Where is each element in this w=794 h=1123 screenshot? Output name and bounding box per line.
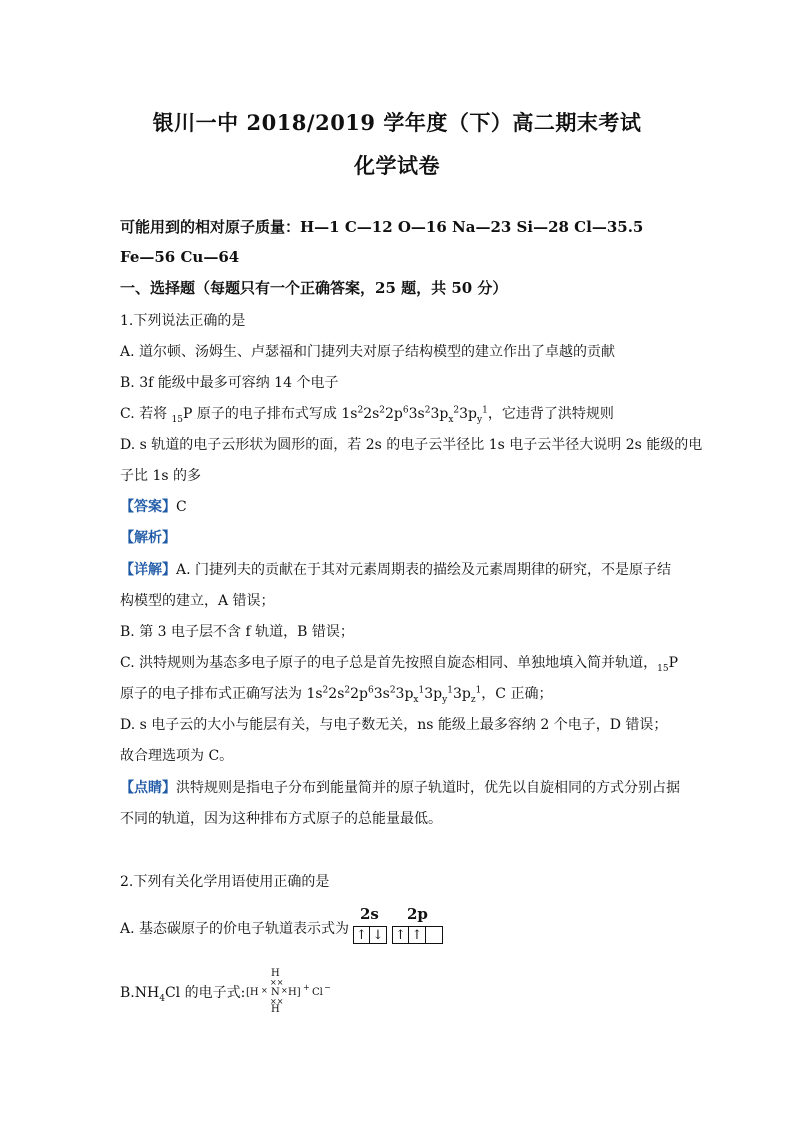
q2-option-a: A. 基态碳原子的价电子轨道表示式为 bbox=[120, 921, 350, 937]
orbital-box bbox=[426, 926, 443, 944]
orbital-box: ↑ bbox=[353, 926, 370, 944]
q1-answer: 【答案】C bbox=[120, 499, 187, 515]
orbital-box: ↓ bbox=[370, 926, 387, 944]
orbital-box: ↑ bbox=[392, 926, 409, 944]
q1-detail-line7: 故合理选项为 C。 bbox=[120, 748, 234, 764]
q2-option-b: $B.NH_4Cl$ 的电子式: bbox=[120, 985, 246, 1004]
q1-detail-line6: D. s 电子云的大小与能层有关，与电子数无关，ns 能级上最多容纳 2 个电子，D 错误； bbox=[120, 717, 668, 733]
q1-option-d-line2: 子比 1s 的多 bbox=[120, 468, 201, 484]
q1-option-a: A. 道尔顿、汤姆生、卢瑟福和门捷列夫对原子结构模型的建立作出了卓越的贡献 bbox=[120, 344, 616, 360]
atomic-masses-line1: 可能用到的相对原子质量：H—1 C—12 O—16 Na—23 Si—28 Cl—35.5 bbox=[120, 218, 644, 236]
q1-option-d-line1: D. s 轨道的电子云形状为圆形的面，若 2s 的电子云半径比 1s 电子云半径大说明 2s 能级的电 bbox=[120, 437, 703, 453]
exam-title: 银川一中 2018/2019 学年度（下）高二期末考试 bbox=[152, 110, 642, 135]
lewis-h-top: H bbox=[271, 968, 280, 979]
q1-comment-line2: 不同的轨道，因为这种排布方式原子的总能量最低。 bbox=[120, 811, 442, 827]
orbital-label-2s: 2s bbox=[360, 905, 379, 923]
lewis-h-right: H] bbox=[288, 987, 301, 998]
orbital-diagram-2s bbox=[353, 926, 387, 944]
q1-detail-line4: C. 洪特规则为基态多电子原子的电子总是首先按照自旋态相同、单独地填入简并轨道，$_{15}$P bbox=[120, 655, 678, 674]
answer-tag: 【答案】 bbox=[120, 499, 176, 515]
q1-detail-line3: B. 第 3 电子层不含 f 轨道，B 错误； bbox=[120, 624, 354, 640]
lewis-n: N bbox=[271, 987, 280, 998]
section-heading: 一、选择题（每题只有一个正确答案，25 题，共 50 分） bbox=[120, 279, 508, 297]
lewis-h-left: [H bbox=[246, 987, 259, 998]
q1-analysis-tag: 【解析】 bbox=[120, 530, 176, 546]
q1-detail-line2: 构模型的建立，A 错误； bbox=[120, 593, 275, 609]
q1-detail-line5: 原子的电子排布式正确写法为 $1s^22s^22p^63s^23p_x^13p_y^13p_z^1$，C 正确； bbox=[120, 685, 553, 705]
lewis-h-bottom: H bbox=[271, 1004, 280, 1015]
q1-option-c: C. 若将 $_{15}$P 原子的电子排布式写成 $1s^22s^22p^63s^23p_x^23p_y^1$，它违背了洪特规则 bbox=[120, 405, 614, 425]
orbital-diagram-2p bbox=[392, 926, 443, 944]
lewis-cl: Cl bbox=[312, 987, 323, 998]
atomic-masses-line2: Fe—56 Cu—64 bbox=[120, 248, 240, 266]
orbital-label-2p: 2p bbox=[407, 905, 428, 923]
q1-comment-line1: 【点睛】洪特规则是指电子分布到能量简并的原子轨道时，优先以自旋相同的方式分别占据 bbox=[120, 780, 680, 796]
q2-stem: 2.下列有关化学用语使用正确的是 bbox=[120, 874, 330, 890]
q1-option-b: B. 3f 能级中最多可容纳 14 个电子 bbox=[120, 375, 339, 391]
exam-subtitle: 化学试卷 bbox=[354, 153, 440, 178]
orbital-box: ↑ bbox=[409, 926, 426, 944]
q1-stem: 1.下列说法正确的是 bbox=[120, 313, 246, 329]
document-page: 银川一中 2018/2019 学年度（下）高二期末考试 化学试卷 可能用到的相对原子质量：H—1 C—12 O—16 Na—23 Si—28 Cl—35.5 Fe—56 Cu—64 一、选择题（每题只有一个正确答案，25 题，共 50 分） 1.下列说法正确的是 A. 道尔顿、汤姆生、卢瑟福和门捷列夫对原子结构模型的建立作出了卓越的贡献 B. 3f 能级中最多可容纳 14 个电子 C. 若将 $_{15}$P 原子的电子排布式写成 $1s^22s^22p^63s^23p_x^23p_y^1$，它违背了洪特规则 D. s 轨道的电子云形状为圆形的面，若 2s 的电子云半径比 1s 电子云半径大说明 2s 能级的电 子比 1s 的多 【答案】C 【解析】 【详解】A. 门捷列夫的贡献在于其对元素周期表的描绘及元素周期律的研究，不是原子结 构模型的建立，A 错误； B. 第 3 电子层不含 f 轨道，B 错误； C. 洪特规则为基态多电子原子的电子总是首先按照自旋态相同、单独地填入简并轨道，$_{15}$P 原子的电子排布式正确写法为 $1s^22s^22p^63s^23p_x^13p_y^13p_z^1$，C 正确； D. s 电子云的大小与能层有关，与电子数无关，ns 能级上最多容纳 2 个电子，D 错误； 故合理选项为 C。 【点睛】洪特规则是指电子分布到能量简并的原子轨道时，优先以自旋相同的方式分别占据 不同的轨道，因为这种排布方式原子的总能量最低。 2.下列有关化学用语使用正确的是 A. 基态碳原子的价电子轨道表示式为 2s 2p ↑ ↓ ↑ ↑ $B.NH_4Cl$ 的电子式: H ×× [H × N × H] + Cl − ×× H bbox=[0, 0, 794, 1123]
q1-detail-line1: 【详解】A. 门捷列夫的贡献在于其对元素周期表的描绘及元素周期律的研究，不是原子结 bbox=[120, 562, 672, 578]
